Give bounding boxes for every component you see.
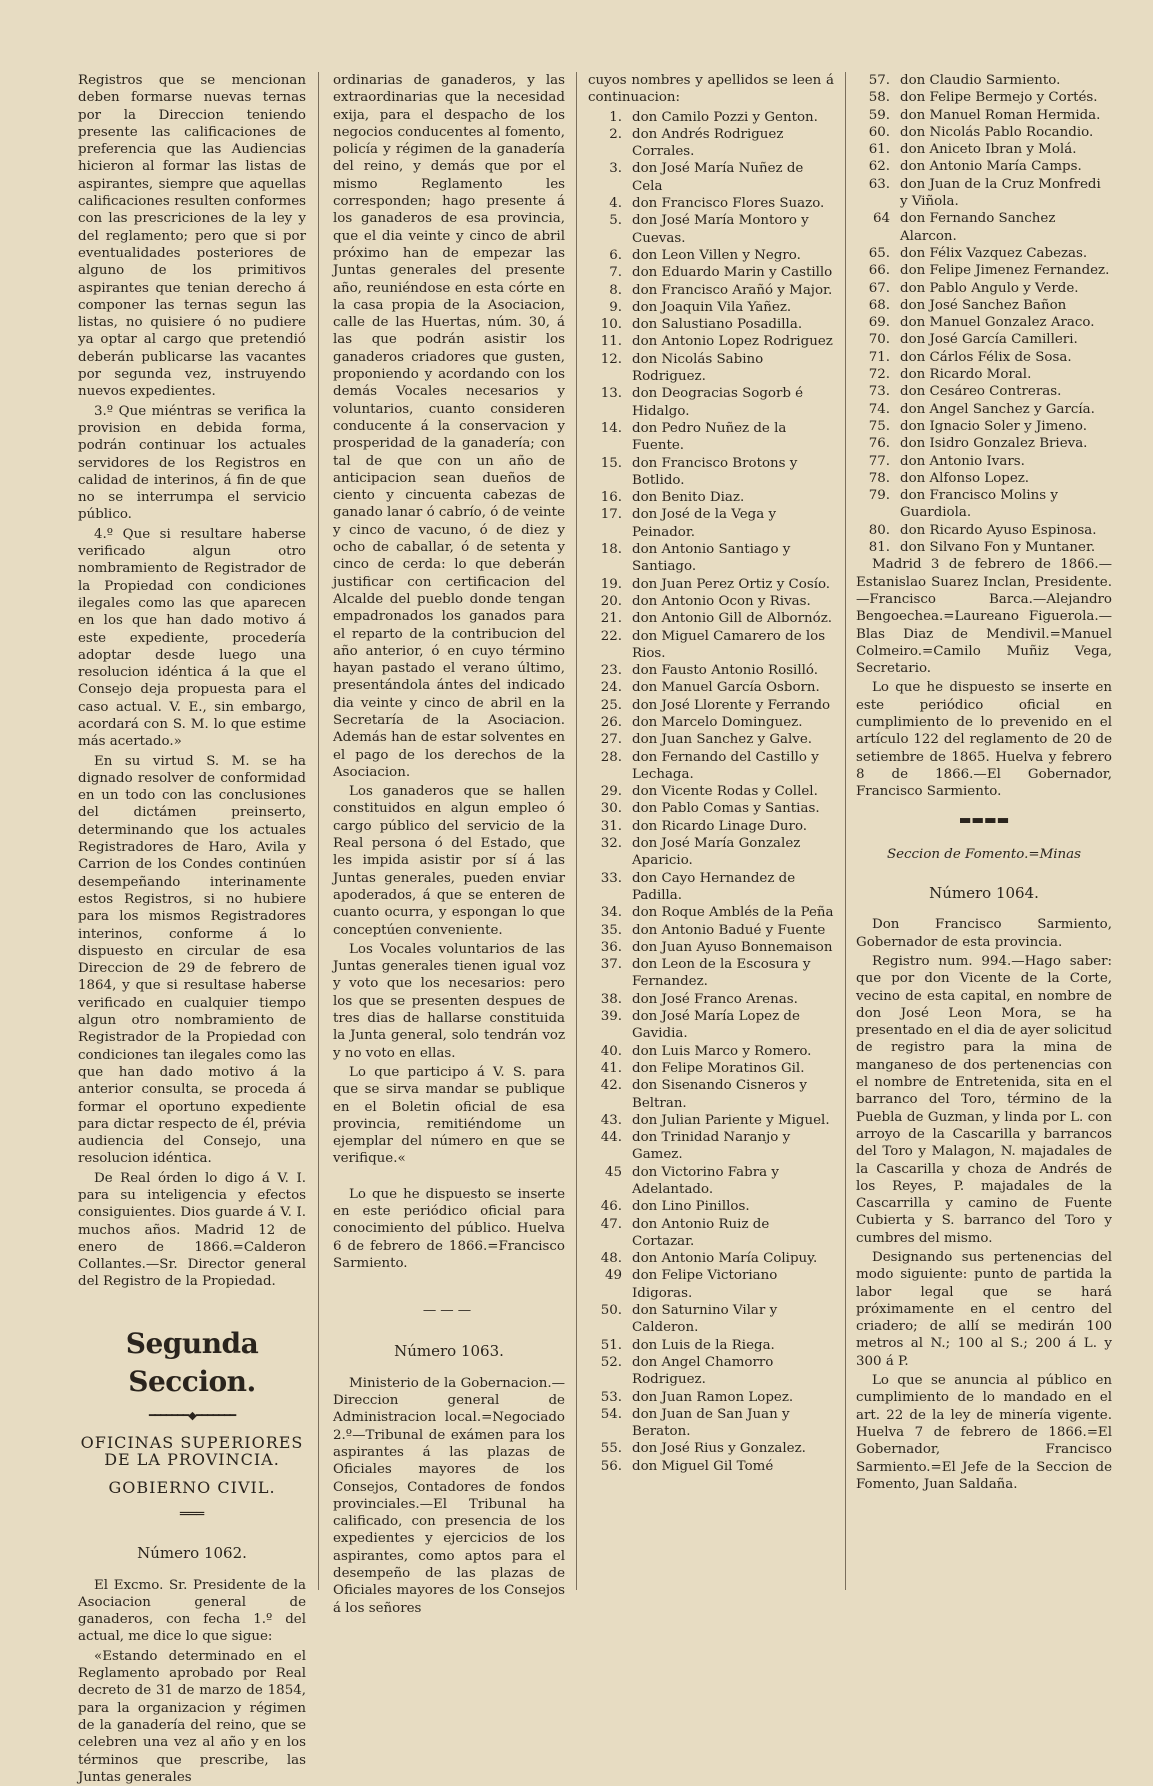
paragraph: ordinarias de ganaderos, y las extraordinarias que la necesidad exija, para el despacho de los negocios conducentes al fomento, policía y régimen de la ganadería del reino, y demás que por el mismo Reglamento les corresponden; hago presente á los ganaderos de esa provincia, que el dia veinte y cinco de abril próximo han de empezar las Juntas generales del presente año, reuniéndose en esta córte en la casa propia de la Asociacion, calle de las Huertas, núm. 30, á las que podrán asistir los ganaderos criadores que gusten, proponiendo y acordando con los demás Vocales necesarios y voluntarios, cuanto consideren conducente á la conservacion y prosperidad de la ganadería; con tal de que con un año de anticipacion sean dueños de ciento y cincuenta cabezas de ganado lanar ó cabrío, ó de veinte y cinco de vacuno, ó de diez y ocho de caballar, ó de setenta y cinco de cerda: lo que deberán justificar con certificacion del Alcalde del pueblo donde tengan empadronados los ganados para el reparto de la contribucion del año anterior, ó en cuyo término hayan pastado el verano último, presentándola ántes del indicado dia veinte y cinco de abril en la Secretaría de la Asociacion. Además han de estar solventes en el pago de los derechos de la Asociacion.	[333, 73, 565, 780]
list-item	[588, 1458, 834, 1475]
list-number: 12.	[600, 351, 622, 367]
list-number: 55.	[600, 1441, 622, 1457]
list-number: 21.	[600, 611, 622, 627]
list-number: 42.	[600, 1078, 622, 1094]
list-number: 41.	[600, 1060, 622, 1076]
list-number: 62.	[868, 159, 890, 175]
section-subheading: Seccion de Fomento.=Minas	[886, 846, 1082, 862]
list-number: 69.	[868, 315, 890, 331]
list-name: don Fausto Antonio Rosilló.	[632, 663, 818, 679]
list-name: don Francisco Brotons y Botlido.	[632, 455, 798, 488]
list-number: 28.	[600, 749, 622, 765]
list-item	[856, 158, 1112, 175]
list-name: don José de la Vega y Peinador.	[632, 507, 777, 540]
double-rule: ═══	[179, 1506, 205, 1522]
list-item	[856, 89, 1112, 106]
list-name: don José Llorente y Ferrando	[632, 697, 831, 713]
list-number: 33.	[600, 870, 622, 886]
list-number: 11.	[600, 334, 622, 350]
list-name: don Juan de la Cruz Monfredi y Viñola.	[900, 176, 1101, 210]
list-name: don Ricardo Linage Duro.	[632, 818, 808, 834]
list-item	[588, 299, 834, 316]
list-name: don Manuel Gonzalez Araco.	[900, 315, 1095, 331]
list-number: 64	[872, 211, 890, 227]
list-name: don José Sanchez Bañon	[900, 297, 1067, 313]
list-name: don Cayo Hernandez de Padilla.	[632, 870, 796, 903]
list-name: don Juan Ayuso Bonnemaison	[632, 939, 833, 955]
column-2	[333, 72, 565, 1616]
list-name: don Benito Diaz.	[632, 490, 745, 506]
number-heading: Número 1064.	[929, 884, 1039, 903]
list-name: don Cárlos Félix de Sosa.	[900, 349, 1072, 365]
list-item	[588, 714, 834, 731]
list-name: don Manuel Roman Hermida.	[900, 107, 1101, 123]
list-item	[588, 1198, 834, 1215]
list-item	[856, 124, 1112, 141]
list-item	[588, 991, 834, 1008]
list-item	[588, 420, 834, 455]
list-number: 71.	[868, 349, 890, 365]
list-item	[588, 662, 834, 679]
list-name: don Félix Vazquez Cabezas.	[900, 245, 1088, 261]
list-name: don Ricardo Ayuso Espinosa.	[900, 522, 1097, 538]
list-number: 72.	[868, 367, 890, 383]
list-item	[588, 818, 834, 835]
list-item	[588, 1112, 834, 1129]
list-item	[588, 1250, 834, 1267]
list-number: 46.	[600, 1199, 622, 1215]
list-name: don Isidro Gonzalez Brieva.	[900, 436, 1088, 452]
list-item	[588, 264, 834, 281]
list-number: 15.	[600, 455, 622, 471]
list-item	[588, 697, 834, 714]
paragraph: Ministerio de la Gobernacion.—Direccion general de Administracion local.=Negociado 2.º—Tribunal de exámen para los aspirantes á las plazas de Oficiales mayores de los Consejos, Contadores de fondos provinciales.—El Tribunal ha calificado, con presencia de los expedientes y ejercicios de los aspirantes, como aptos para el desempeño de las plazas de Oficiales mayores de los Consejos á los señores	[333, 1375, 565, 1616]
list-number: 80.	[868, 522, 890, 538]
list-number: 6.	[609, 247, 622, 263]
paragraph: Madrid 3 de febrero de 1866.—Estanislao Suarez Inclan, Presidente.—Francisco Barca.—Alejandro Bengoechea.=Laureano Figuerola.—Blas Diaz de Mendivil.=Manuel Colmeiro.=Camilo Muñiz Vega, Secretario.	[856, 557, 1112, 677]
list-name: don Pablo Comas y Santias.	[632, 801, 820, 817]
paragraph: «Estando determinado en el Reglamento aprobado por Real decreto de 31 de marzo de 1854, para la organizacion y régimen de la ganadería del reino, que se celebren una vez al año y en los términos que prescribe, las Juntas generales	[78, 1648, 306, 1785]
list-name: don Lino Pinillos.	[632, 1199, 750, 1215]
list-name: don Aniceto Ibran y Molá.	[900, 142, 1077, 158]
list-name: don Francisco Arañó y Major.	[632, 282, 833, 298]
list-item	[588, 489, 834, 506]
list-number: 9.	[609, 299, 622, 315]
list-number: 37.	[600, 957, 622, 973]
list-item	[856, 383, 1112, 400]
list-number: 44.	[600, 1130, 622, 1146]
list-number: 63.	[868, 176, 890, 192]
list-name: don Antonio Ivars.	[900, 453, 1025, 469]
list-name: don Felipe Moratinos Gil.	[632, 1060, 805, 1076]
list-item	[588, 247, 834, 264]
list-item	[856, 401, 1112, 418]
column-1	[78, 72, 306, 1785]
list-item	[588, 1129, 834, 1164]
list-number: 74.	[868, 401, 890, 417]
list-item	[856, 297, 1112, 314]
list-number: 5.	[609, 213, 622, 229]
list-number: 7.	[609, 265, 622, 281]
list-item	[588, 1043, 834, 1060]
list-name: don José María Gonzalez Aparicio.	[632, 836, 801, 869]
list-name: don Vicente Rodas y Collel.	[632, 784, 818, 800]
list-name: don Cesáreo Contreras.	[900, 384, 1062, 400]
list-item	[588, 333, 834, 350]
paragraph: Registro num. 994.—Hago saber: que por don Vicente de la Corte, vecino de esta capital, en nombre de don José Leon Mora, se ha presentado en el dia de ayer solicitud de registro para la mina de manganeso de dos pertenencias con el nombre de Entretenida, sita en el barranco del Toro, término de la Puebla de Guzman, y linda por L. con arroyo de la Cascarilla y barrancos del Toro y Malagon, N. majadales de la Cascarilla y choza de Andrés de los Reyes, P. majadales de la Cascarrilla y camino de Fuente Cubierta y S. barranco del Toro y cumbres del mismo.	[856, 953, 1112, 1246]
paragraph: Lo que he dispuesto se inserte en este periódico oficial en cumplimiento de lo prevenido en el artículo 122 del reglamento de 20 de setiembre de 1865. Huelva y febrero 8 de 1866.—El Gobernador, Francisco Sarmiento.	[856, 680, 1112, 800]
list-item	[588, 316, 834, 333]
list-number: 34.	[600, 905, 622, 921]
list-item	[588, 835, 834, 870]
number-heading: Número 1063.	[394, 1342, 504, 1361]
list-name: don Roque Amblés de la Peña	[632, 905, 834, 921]
list-name: don Ignacio Soler y Jimeno.	[900, 418, 1087, 434]
short-rule: ▬▬▬▬	[958, 813, 1010, 829]
list-number: 32.	[600, 836, 622, 852]
list-name: don Juan Ramon Lopez.	[632, 1389, 794, 1405]
list-name: don Luis de la Riega.	[632, 1337, 775, 1353]
list-name: don Andrés Rodriguez Corrales.	[632, 126, 784, 160]
list-item	[588, 1164, 834, 1199]
list-item	[588, 385, 834, 420]
list-item	[588, 1302, 834, 1337]
list-item	[856, 72, 1112, 89]
list-number: 61.	[868, 142, 890, 158]
list-item	[856, 522, 1112, 539]
list-number: 14.	[600, 420, 622, 436]
list-name: don Juan Perez Ortiz y Cosío.	[632, 576, 831, 592]
list-name: don Nicolás Pablo Rocandio.	[900, 124, 1094, 140]
list-name: don José María Lopez de Gavidia.	[632, 1009, 800, 1042]
list-name: don José Rius y Gonzalez.	[632, 1441, 806, 1457]
list-name: don Ricardo Moral.	[900, 367, 1032, 383]
list-item	[588, 126, 834, 161]
list-item	[588, 212, 834, 247]
list-name: don Deogracias Sogorb é Hidalgo.	[632, 386, 804, 419]
list-number: 26.	[600, 714, 622, 730]
list-item	[588, 939, 834, 956]
list-item	[588, 593, 834, 610]
list-number: 59.	[868, 107, 890, 123]
column-3	[588, 72, 834, 1590]
list-name: don Leon Villen y Negro.	[632, 247, 801, 263]
column-divider	[576, 72, 577, 1590]
list-name: don Saturnino Vilar y Calderon.	[632, 1303, 778, 1336]
list-number: 2.	[609, 126, 622, 142]
list-number: 78.	[868, 470, 890, 486]
list-item	[588, 731, 834, 748]
list-number: 18.	[600, 542, 622, 558]
list-number: 56.	[600, 1458, 622, 1474]
list-item	[588, 576, 834, 593]
list-item	[588, 1008, 834, 1043]
list-name: don Felipe Bermejo y Cortés.	[900, 90, 1098, 106]
list-name: don Alfonso Lopez.	[900, 470, 1030, 486]
paragraph: Lo que he dispuesto se inserte en este periódico oficial para conocimiento del público. Huelva 6 de febrero de 1866.=Francisco Sarmiento.	[333, 1186, 565, 1271]
list-number: 43.	[600, 1112, 622, 1128]
list-item	[856, 331, 1112, 348]
list-name: don Fernando Sanchez Alarcon.	[900, 211, 1056, 244]
list-item	[588, 541, 834, 576]
paragraph: En su virtud S. M. se ha dignado resolver de conformidad en un todo con las conclusiones del dictámen preinserto, determinando que los actuales Registradores de Haro, Avila y Carrion de los Condes continúen desempeñando interinamente estos Registros, si no hubiere para los mismos Registradores interinos, conforme á lo dispuesto en circular de esa Direccion de 29 de febrero de 1864, y que si resultase haberse verificado en cualquier tiempo algun otro nombramiento de Registrador de la Propiedad con condiciones tan ilegales como las que han dado motivo á la anterior consulta, se proceda á formar el oportuno expediente para dictar respecto de él, prévia audiencia del Consejo, una resolucion idéntica.	[78, 753, 306, 1167]
list-number: 47.	[600, 1216, 622, 1232]
paragraph: Registros que se mencionan deben formarse nuevas ternas por la Direccion teniendo presente las calificaciones de preferencia que las Audiencias hicieron al formar las listas de aspirantes, siempre que aquellas calificaciones resulten conformes con las prescriciones de la ley y del reglamento; pero que si por eventualidades posteriores de alguno de los primitivos aspirantes que tenian derecho á componer las ternas segun las listas, no quisiere ó no pudiere ya optar al cargo que pretendió deberán publicarse las vacantes por segunda vez, instruyendo nuevos expedientes.	[78, 73, 306, 400]
list-number: 58.	[868, 90, 890, 106]
list-name: don Angel Sanchez y García.	[900, 401, 1095, 417]
list-name: don Julian Pariente y Miguel.	[632, 1112, 830, 1128]
list-item	[588, 506, 834, 541]
list-name: don Claudio Sarmiento.	[900, 73, 1061, 88]
list-item	[856, 314, 1112, 331]
list-item	[856, 210, 1112, 245]
list-name: don Fernando del Castillo y Lechaga.	[632, 749, 819, 782]
list-name: don José María Montoro y Cuevas.	[632, 213, 809, 246]
list-item	[588, 904, 834, 921]
list-name: don Manuel García Osborn.	[632, 680, 820, 696]
list-name: don José Franco Arenas.	[632, 991, 798, 1007]
candidate-list	[856, 72, 1112, 556]
list-name: don Miguel Camarero de los Rios.	[632, 628, 826, 661]
list-item	[588, 1060, 834, 1077]
list-name: don Antonio María Colipuy.	[632, 1251, 818, 1267]
list-number: 29.	[600, 784, 622, 800]
list-item	[588, 956, 834, 991]
list-item	[856, 262, 1112, 279]
government-header: GOBIERNO CIVIL.	[108, 1477, 276, 1497]
list-item	[856, 487, 1112, 522]
list-number: 40.	[600, 1043, 622, 1059]
list-item	[856, 141, 1112, 158]
paragraph: Don Francisco Sarmiento, Gobernador de esta provincia.	[856, 917, 1112, 950]
list-number: 20.	[600, 593, 622, 609]
list-item	[856, 435, 1112, 452]
list-item	[588, 351, 834, 386]
list-number: 75.	[868, 418, 890, 434]
list-name: don Juan de San Juan y Beraton.	[632, 1406, 790, 1440]
paragraph: Los Vocales voluntarios de las Juntas generales tienen igual voz y voto que los necesarios: pero los que se presenten despues de tres dias de hallarse constituida la Junta general, solo tendrán voz y no voto en ellas.	[333, 941, 565, 1061]
list-item	[588, 800, 834, 817]
list-number: 16.	[600, 490, 622, 506]
list-item	[856, 349, 1112, 366]
list-number: 53.	[600, 1389, 622, 1405]
list-number: 25.	[600, 697, 622, 713]
list-number: 81.	[868, 540, 890, 556]
office-header: OFICINAS SUPERIORES DE LA PROVINCIA.	[80, 1433, 304, 1470]
list-number: 22.	[600, 628, 622, 644]
list-name: don Juan Sanchez y Galve.	[632, 732, 813, 748]
list-item	[856, 418, 1112, 435]
candidate-list	[588, 109, 834, 1475]
list-item	[588, 922, 834, 939]
list-item	[856, 470, 1112, 487]
list-name: don Francisco Flores Suazo.	[632, 196, 825, 212]
list-number: 39.	[600, 1009, 622, 1025]
list-name: don Sisenando Cisneros y Beltran.	[632, 1078, 807, 1111]
section-title: Segunda Seccion.	[125, 1326, 259, 1398]
list-number: 65.	[868, 245, 890, 261]
list-name: don Antonio Lopez Rodriguez	[632, 334, 833, 350]
list-number: 50.	[600, 1303, 622, 1319]
list-name: don Salustiano Posadilla.	[632, 317, 803, 333]
list-number: 68.	[868, 297, 890, 313]
list-number: 67.	[868, 280, 890, 296]
list-number: 52.	[600, 1354, 622, 1370]
list-number: 13.	[600, 386, 622, 402]
list-name: don Trinidad Naranjo y Gamez.	[632, 1130, 791, 1163]
number-heading: Número 1062.	[137, 1544, 247, 1563]
list-item	[856, 280, 1112, 297]
list-name: don Francisco Molins y Guardiola.	[900, 488, 1058, 521]
list-number: 19.	[600, 576, 622, 592]
list-number: 51.	[600, 1337, 622, 1353]
list-name: don Miguel Gil Tomé	[632, 1458, 774, 1474]
list-number: 35.	[600, 922, 622, 938]
list-item	[588, 1440, 834, 1457]
list-number: 79.	[868, 488, 890, 504]
paragraph: Los ganaderos que se hallen constituidos en algun empleo ó cargo público del servicio de la Real persona ó del Estado, que les impida asistir por sí á las Juntas generales, pueden enviar apoderados, á que se enteren de cuanto ocurra, y espongan lo que conceptúen conveniente.	[333, 784, 565, 938]
list-name: don José García Camilleri.	[900, 332, 1078, 348]
list-item	[588, 1337, 834, 1354]
list-name: don Nicolás Sabino Rodriguez.	[632, 351, 764, 385]
list-number: 4.	[609, 196, 622, 212]
list-number: 3.	[609, 161, 622, 177]
list-number: 17.	[600, 507, 622, 523]
list-item	[588, 610, 834, 627]
list-item	[588, 783, 834, 800]
list-item	[588, 455, 834, 490]
paragraph: De Real órden lo digo á V. I. para su inteligencia y efectos consiguientes. Dios guarde á V. I. muchos años. Madrid 12 de enero de 1866.=Calderon Collantes.—Sr. Director general del Registro de la Propiedad.	[78, 1170, 306, 1290]
list-number: 48.	[600, 1251, 622, 1267]
list-number: 70.	[868, 332, 890, 348]
list-number: 30.	[600, 801, 622, 817]
list-number: 54.	[600, 1406, 622, 1422]
list-item	[588, 870, 834, 905]
list-number: 23.	[600, 663, 622, 679]
list-name: don Antonio Santiago y Santiago.	[632, 542, 791, 575]
list-item	[856, 176, 1112, 211]
paragraph: Designando sus pertenencias del modo siguiente: punto de partida la labor legal que se hará próximamente en el centro del criadero; de allí se medirán 100 metros al N.; 100 al S.; 200 á L. y 300 á P.	[856, 1250, 1112, 1369]
list-number: 45	[604, 1164, 622, 1180]
list-number: 31.	[600, 818, 622, 834]
column-divider	[845, 72, 846, 1590]
separator: ———	[422, 1303, 476, 1319]
list-item	[588, 679, 834, 696]
list-intro: cuyos nombres y apellidos se leen á continuacion:	[588, 73, 834, 106]
list-item	[856, 539, 1112, 556]
list-name: don Antonio Ruiz de Cortazar.	[632, 1216, 770, 1249]
list-name: don Victorino Fabra y Adelantado.	[632, 1164, 779, 1197]
list-number: 76.	[868, 436, 890, 452]
list-item	[588, 1267, 834, 1302]
column-divider	[318, 72, 319, 1590]
paragraph: Lo que se anuncia al público en cumplimiento de lo mandado en el art. 22 de la ley de minería vigente. Huelva 7 de febrero de 1866.=El Gobernador, Francisco Sarmiento.=El Jefe de la Seccion de Fomento, Juan Saldaña.	[856, 1373, 1112, 1492]
list-number: 38.	[600, 991, 622, 1007]
paragraph: El Excmo. Sr. Presidente de la Asociacion general de ganaderos, con fecha 1.º del actual, me dice lo que sigue:	[78, 1577, 306, 1645]
list-name: don Angel Chamorro Rodriguez.	[632, 1354, 774, 1388]
paragraph: 4.º Que si resultare haberse verificado algun otro nombramiento de Registrador de la Propiedad con condiciones ilegales como las que aparecen en los que han dado motivo á este expediente, procedería adoptar desde luego una resolucion idéntica á la que el Consejo deja propuesta para el caso actual. V. E., sin embargo, acordará con S. M. lo que estime más acertado.»	[78, 526, 306, 750]
list-number: 60.	[868, 124, 890, 140]
list-item	[588, 160, 834, 195]
list-name: don Silvano Fon y Muntaner.	[900, 540, 1096, 556]
list-number: 49	[604, 1268, 622, 1284]
list-item	[588, 1406, 834, 1441]
list-item	[856, 245, 1112, 262]
paragraph: Lo que participo á V. S. para que se sirva mandar se publique en el Boletin oficial de esa provincia, remitiéndome un ejemplar del número en que se verifique.«	[333, 1064, 565, 1167]
list-name: don Felipe Jimenez Fernandez.	[900, 263, 1110, 279]
list-number: 36.	[600, 939, 622, 955]
list-number: 24.	[600, 680, 622, 696]
list-item	[588, 628, 834, 663]
list-number: 8.	[609, 282, 622, 298]
list-item	[856, 366, 1112, 383]
list-name: don José María Nuñez de Cela	[632, 161, 804, 194]
list-name: don Eduardo Marin y Castillo	[632, 265, 833, 281]
list-name: don Leon de la Escosura y Fernandez.	[632, 957, 811, 990]
list-name: don Pablo Angulo y Verde.	[900, 280, 1079, 296]
list-number: 57.	[868, 73, 890, 88]
list-name: don Antonio Badué y Fuente	[632, 922, 826, 938]
list-name: don Antonio María Camps.	[900, 159, 1082, 175]
list-item	[588, 1077, 834, 1112]
list-item	[588, 109, 834, 126]
list-item	[856, 453, 1112, 470]
list-item	[588, 195, 834, 212]
list-item	[588, 282, 834, 299]
list-number: 1.	[609, 109, 622, 125]
list-name: don Antonio Gill de Albornóz.	[632, 611, 833, 627]
ornament-divider: ━━━━━━━◆━━━━━━━	[148, 1408, 236, 1422]
list-number: 27.	[600, 732, 622, 748]
list-number: 77.	[868, 453, 890, 469]
list-name: don Joaquin Vila Yañez.	[632, 299, 792, 315]
list-item	[588, 749, 834, 784]
list-number: 66.	[868, 263, 890, 279]
list-name: don Antonio Ocon y Rivas.	[632, 593, 811, 609]
paragraph: 3.º Que miéntras se verifica la provision en debida forma, podrán continuar los actuales servidores de los Registros en calidad de interinos, á fin de que no se interrumpa el servicio público.	[78, 403, 306, 523]
list-item	[588, 1216, 834, 1251]
list-item	[588, 1389, 834, 1406]
column-4	[856, 72, 1112, 1590]
list-item	[856, 107, 1112, 124]
list-number: 10.	[600, 317, 622, 333]
list-item	[588, 1354, 834, 1389]
list-number: 73.	[868, 384, 890, 400]
list-name: don Luis Marco y Romero.	[632, 1043, 812, 1059]
list-name: don Camilo Pozzi y Genton.	[632, 109, 818, 125]
list-name: don Felipe Victoriano Idigoras.	[632, 1268, 778, 1301]
list-name: don Marcelo Dominguez.	[632, 714, 803, 730]
list-name: don Pedro Nuñez de la Fuente.	[632, 420, 787, 454]
